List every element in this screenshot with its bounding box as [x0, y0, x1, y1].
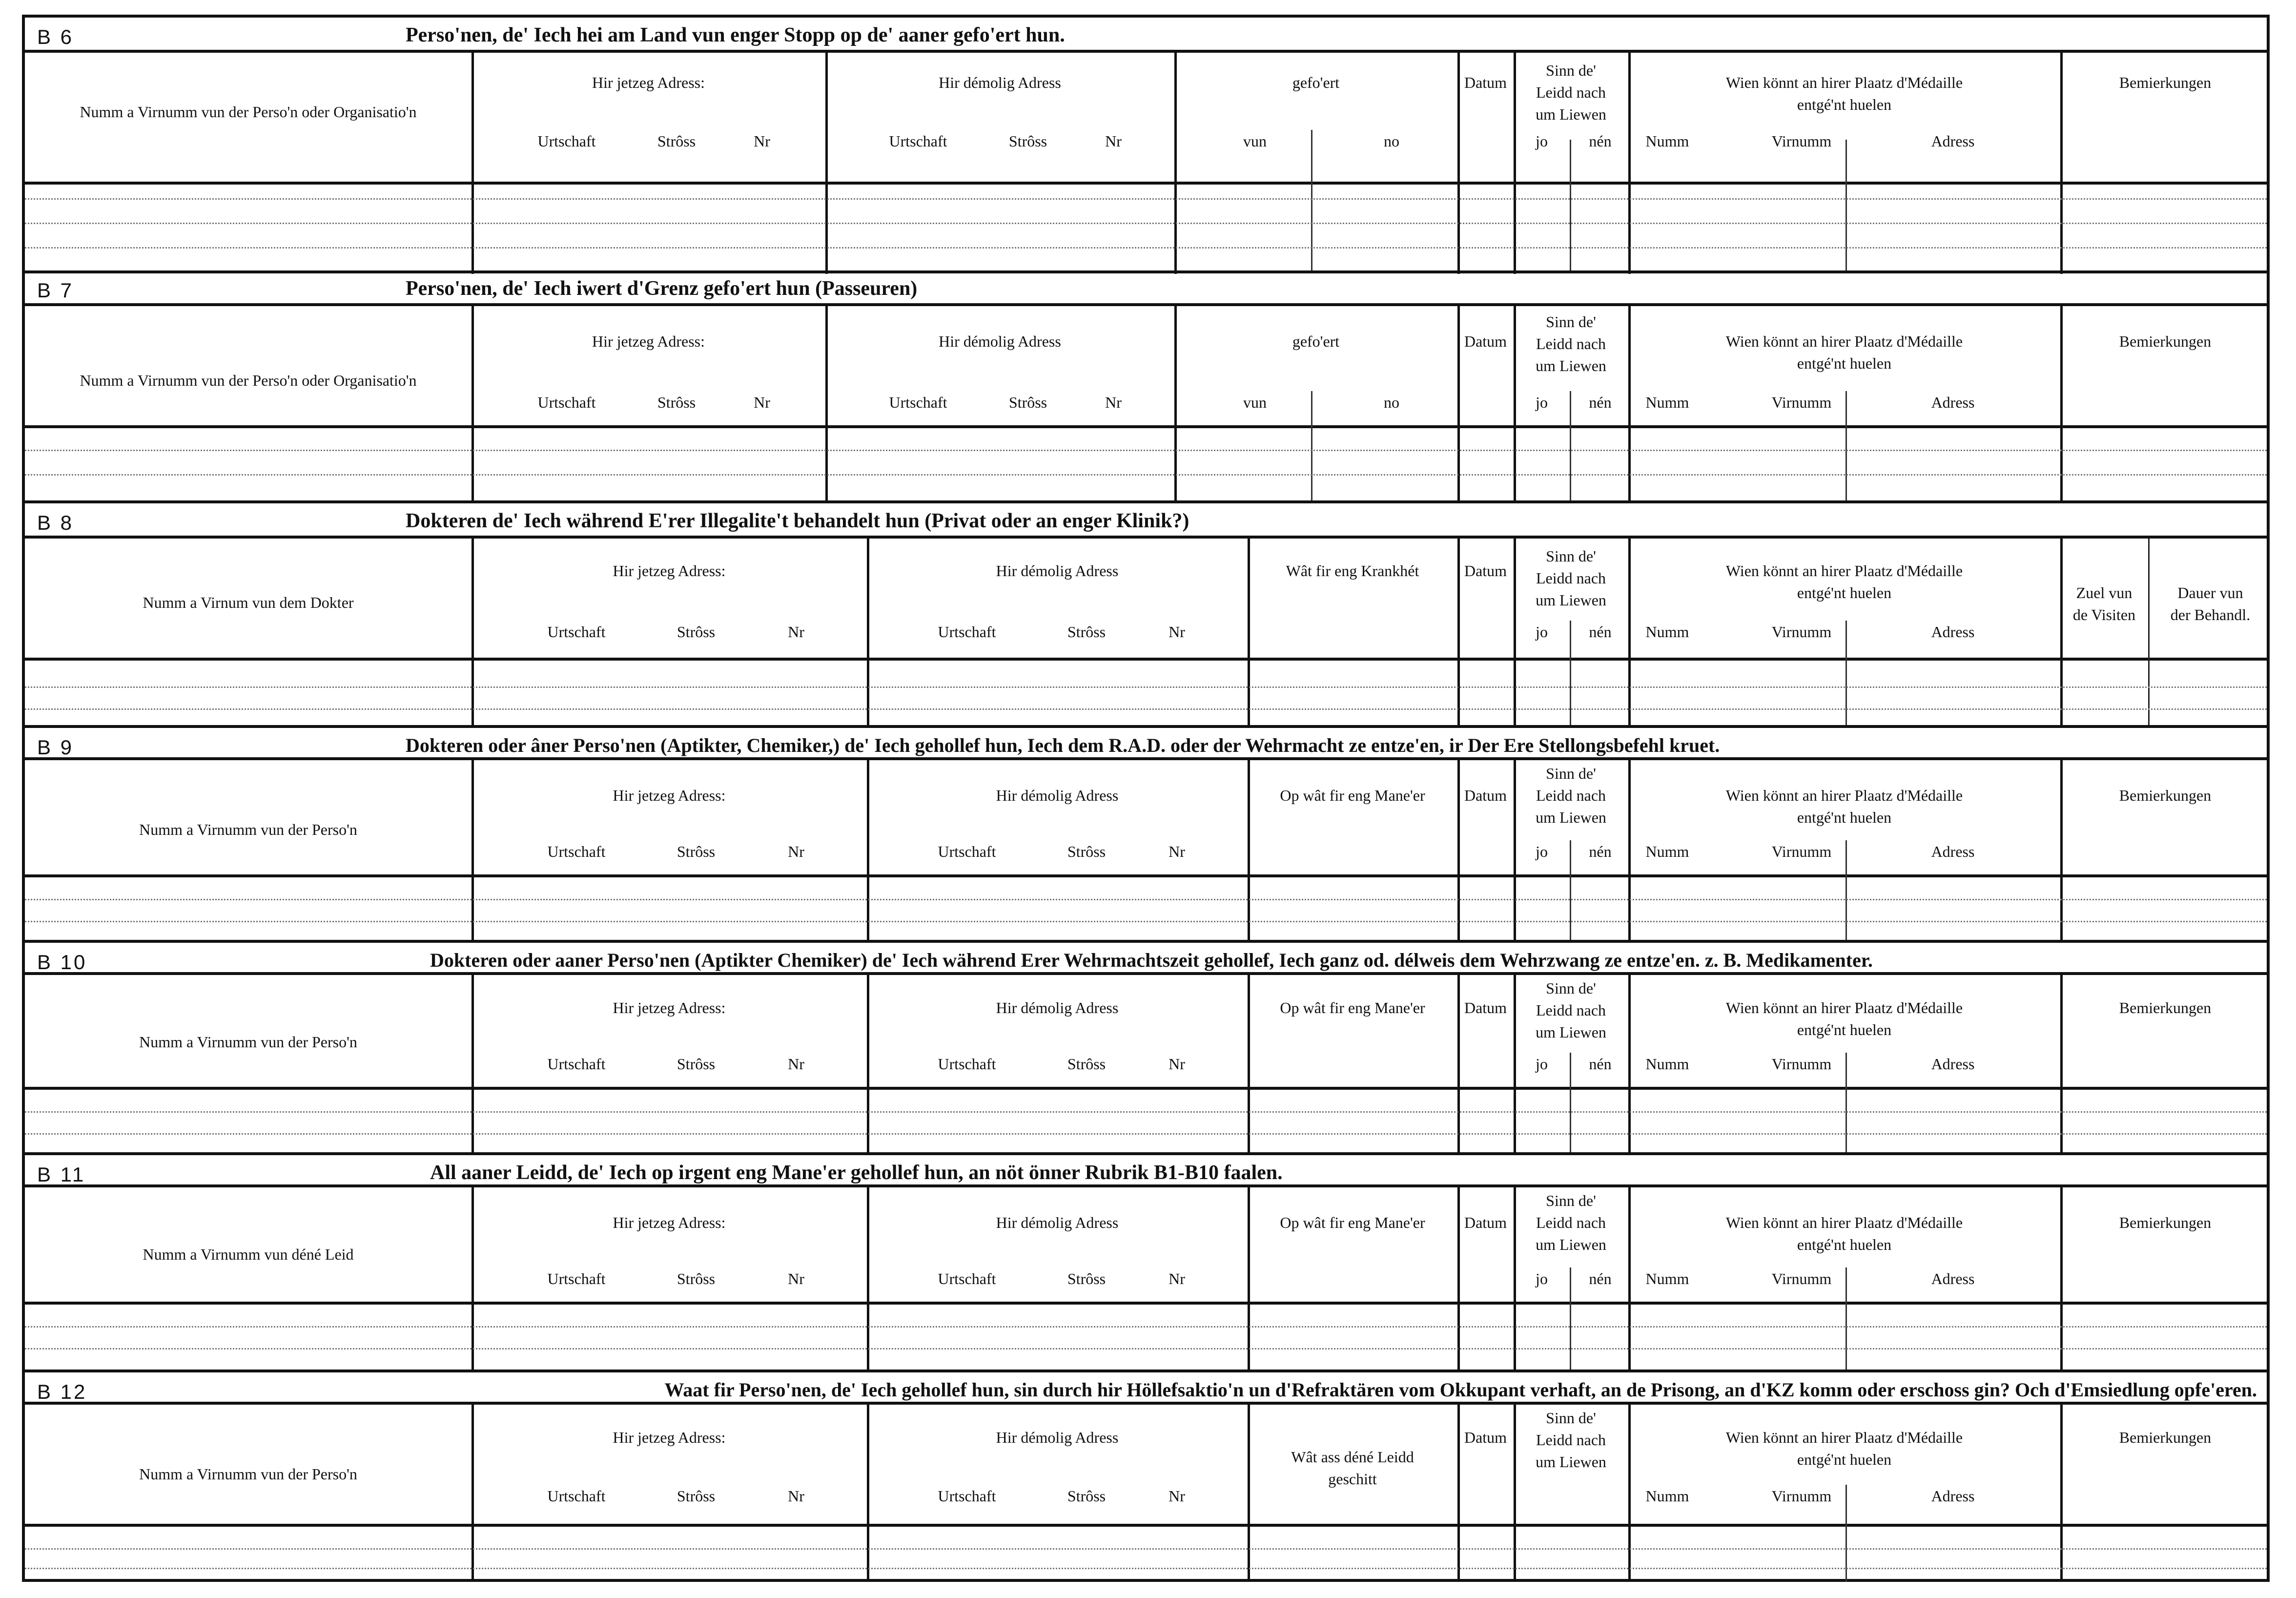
virnumm-header: Virnumm — [1771, 1055, 1832, 1073]
sub-divider — [1845, 140, 1847, 271]
section-title: Perso'nen, de' Iech iwert d'Grenz gefo'ert hun (Passeuren) — [406, 277, 918, 300]
stross-header: Strôss — [676, 1055, 716, 1073]
nen-header: nén — [1589, 1055, 1612, 1073]
no-header: no — [1384, 132, 1399, 150]
urtschaft-header: Urtschaft — [938, 623, 996, 641]
entry-line[interactable] — [25, 708, 2267, 710]
stross-header: Strôss — [1067, 843, 1106, 860]
form-sheet — [22, 15, 2270, 1582]
section-b12 — [25, 1372, 2267, 1582]
entry-line[interactable] — [25, 450, 2267, 451]
vun-header: vun — [1243, 394, 1267, 411]
col-divider — [2148, 539, 2150, 728]
bemierkungen-header: Bemierkungen — [2119, 332, 2212, 350]
numm-header: Numm — [1645, 394, 1689, 411]
geschitt-header-2: geschitt — [1328, 1470, 1377, 1488]
sinn-header-3: um Liewen — [1536, 357, 1606, 374]
urtschaft-header: Urtschaft — [547, 843, 606, 860]
current-address-header: Hir jetzeg Adress: — [613, 562, 726, 580]
entry-line[interactable] — [25, 899, 2267, 900]
stross-header: Strôss — [1067, 1270, 1106, 1287]
medaille-header-1: Wien könnt an hirer Plaatz d'Médaille — [1725, 74, 1963, 91]
section-b11 — [25, 1155, 2267, 1372]
section-header — [25, 503, 2267, 539]
section-header — [25, 271, 2267, 306]
former-address-header: Hir démolig Adress — [939, 74, 1061, 91]
nr-header: Nr — [1168, 1270, 1185, 1287]
maneer-header: Op wât fir eng Mane'er — [1280, 787, 1425, 804]
stross-header: Strôss — [657, 132, 696, 150]
adress-header: Adress — [1931, 623, 1975, 641]
dauer-header-2: der Behandl. — [2170, 606, 2251, 623]
medaille-header-1: Wien könnt an hirer Plaatz d'Médaille — [1725, 1429, 1963, 1446]
jo-header: jo — [1536, 132, 1548, 150]
entry-line[interactable] — [25, 198, 2267, 200]
adress-header: Adress — [1931, 843, 1975, 860]
medaille-header-2: entgé'nt huelen — [1797, 1021, 1892, 1038]
entry-line[interactable] — [25, 921, 2267, 922]
name-column-header: Numm a Virnumm vun der Perso'n oder Organisatio'n — [80, 372, 417, 389]
former-address-header: Hir démolig Adress — [996, 562, 1119, 580]
medaille-header-2: entgé'nt huelen — [1797, 354, 1892, 372]
nen-header: nén — [1589, 394, 1612, 411]
stross-header: Strôss — [657, 394, 696, 411]
section-label: B 9 — [37, 736, 74, 759]
sub-divider — [1570, 140, 1571, 271]
bemierkungen-header: Bemierkungen — [2119, 1214, 2212, 1231]
nen-header: nén — [1589, 132, 1612, 150]
jo-header: jo — [1536, 1055, 1548, 1073]
urtschaft-header: Urtschaft — [547, 623, 606, 641]
sinn-header-3: um Liewen — [1536, 809, 1606, 826]
section-header — [25, 943, 2267, 975]
current-address-header: Hir jetzeg Adress: — [613, 787, 726, 804]
section-b10 — [25, 943, 2267, 1155]
nen-header: nén — [1589, 1270, 1612, 1287]
adress-header: Adress — [1931, 1270, 1975, 1287]
jo-header: jo — [1536, 1270, 1548, 1287]
current-address-header: Hir jetzeg Adress: — [592, 332, 705, 350]
section-label: B 7 — [37, 279, 74, 302]
section-b9 — [25, 728, 2267, 943]
section-title: Dokteren oder âner Perso'nen (Aptikter, Chemiker,) de' Iech gehollef hun, Iech dem R.A.D. oder der Wehrmacht ze entze'en, ir Der Ere Stellongsbefehl kruet. — [406, 734, 1720, 756]
col-divider — [1248, 1405, 1250, 1582]
entry-line[interactable] — [25, 474, 2267, 476]
nen-header: nén — [1589, 843, 1612, 860]
former-address-header: Hir démolig Adress — [996, 787, 1119, 804]
numm-header: Numm — [1645, 132, 1689, 150]
section-label: B 12 — [37, 1380, 87, 1403]
name-column-header: Numm a Virnumm vun der Perso'n oder Organisatio'n — [80, 103, 417, 121]
former-address-header: Hir démolig Adress — [939, 332, 1061, 350]
datum-header: Datum — [1464, 999, 1507, 1017]
adress-header: Adress — [1931, 132, 1975, 150]
entry-line[interactable] — [25, 686, 2267, 688]
section-label: B 11 — [37, 1163, 86, 1186]
sinn-header-1: Sinn de' — [1546, 765, 1596, 782]
jo-header: jo — [1536, 394, 1548, 411]
nr-header: Nr — [788, 1487, 804, 1505]
sinn-header-3: um Liewen — [1536, 1023, 1606, 1041]
numm-header: Numm — [1645, 1055, 1689, 1073]
section-label: B 8 — [37, 511, 74, 534]
stross-header: Strôss — [1008, 394, 1047, 411]
section-header — [25, 1155, 2267, 1187]
maneer-header: Op wât fir eng Mane'er — [1280, 999, 1425, 1017]
sub-divider — [1845, 1053, 1847, 1153]
urtschaft-header: Urtschaft — [938, 1487, 996, 1505]
gefoert-header: gefo'ert — [1292, 332, 1340, 350]
entry-line[interactable] — [25, 1348, 2267, 1349]
nr-header: Nr — [1168, 1487, 1185, 1505]
former-address-header: Hir démolig Adress — [996, 1429, 1119, 1446]
nr-header: Nr — [1168, 1055, 1185, 1073]
section-header — [25, 18, 2267, 53]
sinn-header-2: Leidd nach — [1536, 335, 1606, 353]
nr-header: Nr — [788, 843, 804, 860]
nr-header: Nr — [1105, 132, 1122, 150]
nr-header: Nr — [1168, 623, 1185, 641]
section-header — [25, 728, 2267, 760]
stross-header: Strôss — [676, 1270, 716, 1287]
nen-header: nén — [1589, 623, 1612, 641]
virnumm-header: Virnumm — [1771, 132, 1832, 150]
name-column-header: Numm a Virnumm vun der Perso'n — [139, 1033, 357, 1051]
datum-header: Datum — [1464, 1214, 1507, 1231]
bemierkungen-header: Bemierkungen — [2119, 787, 2212, 804]
sinn-header-1: Sinn de' — [1546, 62, 1596, 79]
numm-header: Numm — [1645, 843, 1689, 860]
current-address-header: Hir jetzeg Adress: — [613, 1214, 726, 1231]
geschitt-header-1: Wât ass déné Leidd — [1291, 1448, 1414, 1466]
datum-header: Datum — [1464, 1429, 1507, 1446]
virnumm-header: Virnumm — [1771, 1487, 1832, 1505]
medaille-header-2: entgé'nt huelen — [1797, 1451, 1892, 1468]
stross-header: Strôss — [676, 623, 716, 641]
medaille-header-2: entgé'nt huelen — [1797, 584, 1892, 602]
stross-header: Strôss — [676, 1487, 716, 1505]
name-column-header: Numm a Virnumm vun déné Leid — [143, 1245, 354, 1263]
section-title: Dokteren de' Iech während E'rer Illegalite't behandelt hun (Privat oder an enger Klinik?) — [406, 510, 1189, 532]
urtschaft-header: Urtschaft — [547, 1487, 606, 1505]
sinn-header-2: Leidd nach — [1536, 1214, 1606, 1231]
section-label: B 6 — [37, 25, 74, 48]
virnumm-header: Virnumm — [1771, 623, 1832, 641]
jo-header: jo — [1536, 843, 1548, 860]
nr-header: Nr — [754, 132, 770, 150]
no-header: no — [1384, 394, 1399, 411]
sinn-header-2: Leidd nach — [1536, 83, 1606, 101]
section-title: All aaner Leidd, de' Iech op irgent eng Mane'er gehollef hun, an nöt önner Rubrik B1-B10 faalen. — [430, 1162, 1283, 1184]
nr-header: Nr — [754, 394, 770, 411]
medaille-header-2: entgé'nt huelen — [1797, 1236, 1892, 1253]
numm-header: Numm — [1645, 1487, 1689, 1505]
dauer-header-1: Dauer vun — [2177, 584, 2243, 602]
krankhet-header: Wât fir eng Krankhét — [1286, 562, 1419, 580]
entry-line[interactable] — [25, 1326, 2267, 1328]
urtschaft-header: Urtschaft — [537, 394, 596, 411]
sinn-header-2: Leidd nach — [1536, 787, 1606, 804]
sinn-header-3: um Liewen — [1536, 1453, 1606, 1471]
sub-divider — [1570, 1267, 1571, 1370]
name-column-header: Numm a Virnumm vun der Perso'n — [139, 1465, 357, 1483]
datum-header: Datum — [1464, 787, 1507, 804]
section-title: Perso'nen, de' Iech hei am Land vun enger Stopp op de' aaner gefo'ert hun. — [406, 24, 1065, 46]
entry-line[interactable] — [25, 247, 2267, 249]
sinn-header-1: Sinn de' — [1546, 547, 1596, 565]
medaille-header-2: entgé'nt huelen — [1797, 809, 1892, 826]
section-b6 — [25, 18, 2267, 274]
virnumm-header: Virnumm — [1771, 394, 1832, 411]
gefoert-header: gefo'ert — [1292, 74, 1340, 91]
entry-line[interactable] — [25, 1568, 2267, 1569]
medaille-header-1: Wien könnt an hirer Plaatz d'Médaille — [1725, 332, 1963, 350]
sinn-header-2: Leidd nach — [1536, 1001, 1606, 1019]
sinn-header-3: um Liewen — [1536, 1236, 1606, 1253]
sub-divider — [1845, 391, 1847, 501]
sinn-header-1: Sinn de' — [1546, 1192, 1596, 1209]
entry-line[interactable] — [25, 1111, 2267, 1113]
adress-header: Adress — [1931, 1055, 1975, 1073]
zuel-header-2: de Visiten — [2072, 606, 2136, 623]
urtschaft-header: Urtschaft — [938, 843, 996, 860]
urtschaft-header: Urtschaft — [889, 132, 947, 150]
stross-header: Strôss — [1008, 132, 1047, 150]
nr-header: Nr — [1168, 843, 1185, 860]
maneer-header: Op wât fir eng Mane'er — [1280, 1214, 1425, 1231]
medaille-header-1: Wien könnt an hirer Plaatz d'Médaille — [1725, 562, 1963, 580]
col-divider — [2060, 539, 2063, 728]
nr-header: Nr — [788, 623, 804, 641]
current-address-header: Hir jetzeg Adress: — [592, 74, 705, 91]
jo-header: jo — [1536, 623, 1548, 641]
sinn-header-1: Sinn de' — [1546, 1409, 1596, 1427]
datum-header: Datum — [1464, 74, 1507, 91]
sinn-header-3: um Liewen — [1536, 591, 1606, 609]
urtschaft-header: Urtschaft — [938, 1270, 996, 1287]
bemierkungen-header: Bemierkungen — [2119, 999, 2212, 1017]
sinn-header-1: Sinn de' — [1546, 313, 1596, 331]
medaille-header-1: Wien könnt an hirer Plaatz d'Médaille — [1725, 999, 1963, 1017]
datum-header: Datum — [1464, 562, 1507, 580]
sinn-header-2: Leidd nach — [1536, 1431, 1606, 1449]
datum-header: Datum — [1464, 332, 1507, 350]
bemierkungen-header: Bemierkungen — [2119, 1429, 2212, 1446]
stross-header: Strôss — [676, 843, 716, 860]
virnumm-header: Virnumm — [1771, 843, 1832, 860]
virnumm-header: Virnumm — [1771, 1270, 1832, 1287]
urtschaft-header: Urtschaft — [547, 1055, 606, 1073]
sub-divider — [1845, 840, 1847, 940]
urtschaft-header: Urtschaft — [547, 1270, 606, 1287]
adress-header: Adress — [1931, 1487, 1975, 1505]
vun-header: vun — [1243, 132, 1267, 150]
bemierkungen-header: Bemierkungen — [2119, 74, 2212, 91]
adress-header: Adress — [1931, 394, 1975, 411]
urtschaft-header: Urtschaft — [938, 1055, 996, 1073]
section-title: Dokteren oder aaner Perso'nen (Aptikter Chemiker) de' Iech während Erer Wehrmachtszeit gehollef, Iech ganz od. délweis dem Wehrzwang ze entze'en. z. B. Medikamenter. — [430, 949, 1873, 971]
sinn-header-3: um Liewen — [1536, 105, 1606, 123]
medaille-header-1: Wien könnt an hirer Plaatz d'Médaille — [1725, 787, 1963, 804]
nr-header: Nr — [788, 1055, 804, 1073]
nr-header: Nr — [788, 1270, 804, 1287]
sinn-header-1: Sinn de' — [1546, 979, 1596, 997]
urtschaft-header: Urtschaft — [889, 394, 947, 411]
urtschaft-header: Urtschaft — [537, 132, 596, 150]
stross-header: Strôss — [1067, 1487, 1106, 1505]
entry-line[interactable] — [25, 1548, 2267, 1550]
medaille-header-1: Wien könnt an hirer Plaatz d'Médaille — [1725, 1214, 1963, 1231]
stross-header: Strôss — [1067, 1055, 1106, 1073]
section-b7 — [25, 274, 2267, 503]
section-label: B 10 — [37, 951, 87, 974]
numm-header: Numm — [1645, 1270, 1689, 1287]
sub-divider — [1570, 840, 1571, 940]
zuel-header-1: Zuel vun — [2076, 584, 2132, 602]
sub-divider — [1311, 391, 1312, 501]
section-title: Waat fir Perso'nen, de' Iech gehollef hun, sin durch hir Höllefsaktio'n un d'Refraktären vom Okkupant verhaft, an de Prisong, an d'KZ komm oder erschoss gin? Och d'Emsiedlung opfe'eren. — [664, 1379, 2257, 1401]
numm-header: Numm — [1645, 623, 1689, 641]
current-address-header: Hir jetzeg Adress: — [613, 1429, 726, 1446]
section-header — [25, 1372, 2267, 1405]
entry-line[interactable] — [25, 223, 2267, 224]
sub-divider — [1570, 391, 1571, 501]
name-column-header: Numm a Virnumm vun der Perso'n — [139, 821, 357, 838]
section-b8 — [25, 503, 2267, 728]
sinn-header-2: Leidd nach — [1536, 569, 1606, 587]
stross-header: Strôss — [1067, 623, 1106, 641]
name-column-header: Numm a Virnum vun dem Dokter — [143, 594, 354, 611]
sub-divider — [1570, 1053, 1571, 1153]
sub-divider — [1311, 130, 1312, 271]
former-address-header: Hir démolig Adress — [996, 999, 1119, 1017]
current-address-header: Hir jetzeg Adress: — [613, 999, 726, 1017]
nr-header: Nr — [1105, 394, 1122, 411]
medaille-header-2: entgé'nt huelen — [1797, 96, 1892, 113]
sub-divider — [1845, 1267, 1847, 1370]
former-address-header: Hir démolig Adress — [996, 1214, 1119, 1231]
entry-line[interactable] — [25, 1133, 2267, 1135]
